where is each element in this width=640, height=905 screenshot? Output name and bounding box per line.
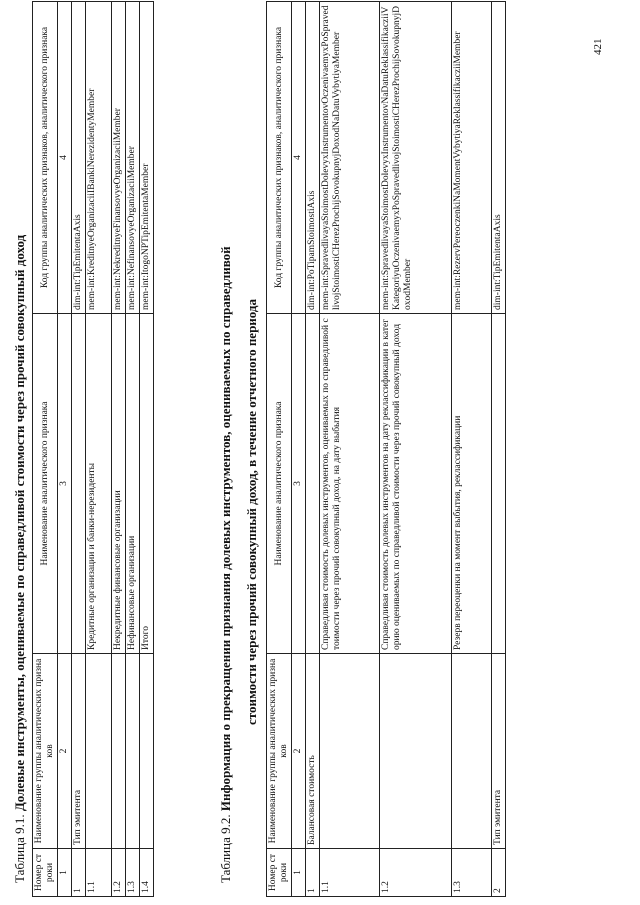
table-cell: 1.1: [320, 849, 380, 897]
table-cell: [492, 314, 506, 654]
table-cell: [86, 654, 112, 849]
column-number: 4: [58, 2, 72, 314]
table-cell: 1.3: [452, 849, 492, 897]
column-header: Код группы аналитических признаков, аналитического признака: [267, 2, 292, 314]
table-cell: 2: [492, 849, 506, 897]
table-cell: 1.3: [126, 849, 140, 897]
table-9-2-caption-prefix: Таблица 9.2.: [218, 814, 233, 883]
table-cell: 1: [72, 849, 86, 897]
table-cell: mem-int:SpravedlivayaStoimostDolevyxInstrumentovOczenivaemyxPoSpravedlivojStoimostiCHerezProchijSovokupnyjDoxodNaDatuVybytiyaMember: [320, 2, 380, 314]
table-row: [140, 2, 154, 897]
table-9-2: [266, 1, 506, 897]
table-cell: [72, 314, 86, 654]
column-header: Наименование аналитического признака: [267, 314, 292, 654]
table-cell: [306, 314, 320, 654]
table-cell: dim-int:TipEmitentaAxis: [72, 2, 86, 314]
column-number: 2: [292, 654, 306, 849]
table-cell: Кредитные организации и банки-нерезиденты: [86, 314, 112, 654]
table-cell: 1.1: [86, 849, 112, 897]
table-row: [380, 2, 452, 897]
table-cell: Резерв переоценки на момент выбытия, реклассификации: [452, 314, 492, 654]
table-cell: Справедливая стоимость долевых инструментов на дату реклассификации в категорию оцениваемых по справедливой стоимости через прочий совокупный доход: [380, 314, 452, 654]
table-cell: dim-int:TipEmitentaAxis: [492, 2, 506, 314]
table-cell: mem-int:KreditnyeOrganizaciiIBankiNerezidentyMember: [86, 2, 112, 314]
table-9-1-caption-prefix: Таблица 9.1.: [12, 814, 27, 883]
table-cell: [380, 654, 452, 849]
column-number: 3: [292, 314, 306, 654]
column-number: 3: [58, 314, 72, 654]
table-cell: Балансовая стоимость: [306, 654, 320, 849]
table-9-1-caption-title: Долевые инструменты, оцениваемые по справедливой стоимости через прочий совокупный доход: [12, 234, 27, 812]
table-cell: mem-int:SpravedlivayaStoimostDolevyxInstrumentovNaDatuReklassifikacziiVKategoriyuOczenivaemyxPoSpravedlivojStoimostiCHerezProchijSovokupnyjDoxodMember: [380, 2, 452, 314]
column-header: Код группы аналитических признаков, аналитического признака: [33, 2, 58, 314]
table-cell: 1.2: [112, 849, 126, 897]
column-number: 2: [58, 654, 72, 849]
column-header: Наименование аналитического признака: [33, 314, 58, 654]
table-cell: Тип эмитента: [72, 654, 86, 849]
column-header: Наименование группы аналитических признаков: [267, 654, 292, 849]
column-number-row: [58, 2, 72, 897]
table-9-1-caption: [12, 235, 28, 883]
table-cell: 1: [306, 849, 320, 897]
header-row: [33, 2, 58, 897]
column-header: Номер строки: [267, 849, 292, 897]
table-cell: mem-int:ItogoNPTipEmitentaMember: [140, 2, 154, 314]
column-number-row: [292, 2, 306, 897]
table-9-2-caption-title-line2: стоимости через прочий совокупный доход, в течение отчетного периода: [244, 299, 259, 725]
header-row: [267, 2, 292, 897]
table-row: [126, 2, 140, 897]
table-row: [452, 2, 492, 897]
column-header: Наименование группы аналитических признаков: [33, 654, 58, 849]
column-number: 1: [58, 849, 72, 897]
table-cell: [320, 654, 380, 849]
table-cell: mem-int:RezervPereoczenkiNaMomentVybytiyaReklassifikacziiMember: [452, 2, 492, 314]
table-row: [72, 2, 86, 897]
table-cell: [126, 654, 140, 849]
table-cell: dim-int:PoTipamStoimostiAxis: [306, 2, 320, 314]
column-number: 4: [292, 2, 306, 314]
table-cell: [112, 654, 126, 849]
table-cell: mem-int:NekreditnyeFinansovyeOrganizaciiMember: [112, 2, 126, 314]
table-9-1: [32, 1, 154, 897]
table-cell: 1.2: [380, 849, 452, 897]
table-row: [86, 2, 112, 897]
page-number: 421: [592, 38, 604, 55]
table-9-2-caption-line2: [244, 299, 260, 725]
column-number: 1: [292, 849, 306, 897]
table-cell: [452, 654, 492, 849]
table-cell: Справедливая стоимость долевых инструментов, оцениваемых по справедливой стоимости через прочий совокупный доход, на дату выбытия: [320, 314, 380, 654]
table-row: [306, 2, 320, 897]
table-cell: mem-int:NefinansovyeOrganizaciiMember: [126, 2, 140, 314]
table-cell: [140, 654, 154, 849]
table-9-2-caption: [218, 246, 234, 883]
table-cell: 1.4: [140, 849, 154, 897]
table-cell: Нефинансовые организации: [126, 314, 140, 654]
table-cell: Некредитные финансовые организации: [112, 314, 126, 654]
table-cell: Тип эмитента: [492, 654, 506, 849]
table-9-2-caption-title-line1: Информация о прекращении признания долевых инструментов, оцениваемых по справедливой: [218, 246, 233, 812]
table-row: [320, 2, 380, 897]
column-header: Номер строки: [33, 849, 58, 897]
table-row: [112, 2, 126, 897]
table-cell: Итого: [140, 314, 154, 654]
table-row: [492, 2, 506, 897]
